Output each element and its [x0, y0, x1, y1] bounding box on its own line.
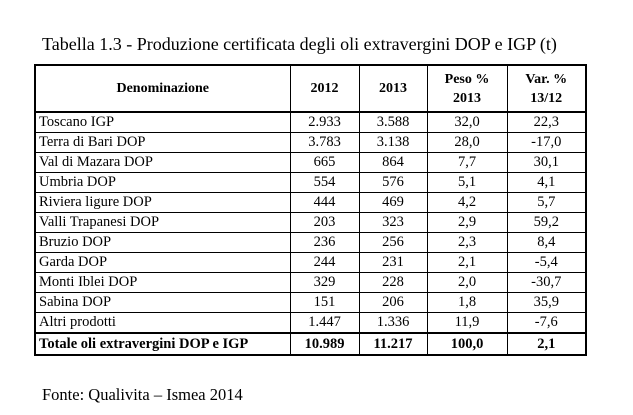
row-var: 4,1 — [507, 173, 586, 193]
row-2013: 864 — [359, 153, 427, 173]
row-name: Umbria DOP — [35, 173, 290, 193]
row-name: Val di Mazara DOP — [35, 153, 290, 173]
row-2013: 206 — [359, 293, 427, 313]
table-row — [35, 293, 586, 313]
header-var-line2: 13/12 — [530, 90, 563, 106]
table-row — [35, 253, 586, 273]
header-row — [35, 65, 586, 112]
row-2013: 1.336 — [359, 313, 427, 334]
row-2012: 236 — [290, 233, 359, 253]
row-2013: 576 — [359, 173, 427, 193]
row-name: Valli Trapanesi DOP — [35, 213, 290, 233]
row-2012: 151 — [290, 293, 359, 313]
total-2012: 10.989 — [290, 333, 359, 355]
row-var: 22,3 — [507, 112, 586, 133]
row-2013: 228 — [359, 273, 427, 293]
row-peso: 2,9 — [427, 213, 507, 233]
header-2012: 2012 — [290, 65, 359, 112]
table-row — [35, 273, 586, 293]
production-table — [34, 64, 587, 356]
row-peso: 2,0 — [427, 273, 507, 293]
row-2012: 444 — [290, 193, 359, 213]
row-peso: 2,3 — [427, 233, 507, 253]
table-row — [35, 153, 586, 173]
total-peso: 100,0 — [427, 333, 507, 355]
row-name: Riviera ligure DOP — [35, 193, 290, 213]
table-row — [35, 213, 586, 233]
row-2012: 3.783 — [290, 133, 359, 153]
row-2012: 244 — [290, 253, 359, 273]
total-2013: 11.217 — [359, 333, 427, 355]
table-row — [35, 233, 586, 253]
row-name: Toscano IGP — [35, 112, 290, 133]
header-2013: 2013 — [359, 65, 427, 112]
row-name: Garda DOP — [35, 253, 290, 273]
row-2013: 469 — [359, 193, 427, 213]
table-row — [35, 112, 586, 133]
table-row — [35, 173, 586, 193]
header-peso — [427, 65, 507, 112]
row-var: 5,7 — [507, 193, 586, 213]
row-var: 35,9 — [507, 293, 586, 313]
row-2012: 1.447 — [290, 313, 359, 334]
row-name: Sabina DOP — [35, 293, 290, 313]
header-peso-line1: Peso % — [444, 71, 490, 87]
table-row — [35, 193, 586, 213]
row-2012: 329 — [290, 273, 359, 293]
row-peso: 32,0 — [427, 112, 507, 133]
row-name: Altri prodotti — [35, 313, 290, 334]
row-peso: 1,8 — [427, 293, 507, 313]
source-note: Fonte: Qualivita – Ismea 2014 — [42, 385, 243, 404]
row-peso: 7,7 — [427, 153, 507, 173]
row-peso: 2,1 — [427, 253, 507, 273]
header-denominazione: Denominazione — [35, 65, 290, 112]
total-name: Totale oli extravergini DOP e IGP — [35, 333, 290, 355]
header-peso-line2: 2013 — [453, 90, 481, 106]
row-peso: 4,2 — [427, 193, 507, 213]
table-row — [35, 133, 586, 153]
row-name: Terra di Bari DOP — [35, 133, 290, 153]
row-peso: 5,1 — [427, 173, 507, 193]
row-var: 30,1 — [507, 153, 586, 173]
row-var: -5,4 — [507, 253, 586, 273]
row-name: Monti Iblei DOP — [35, 273, 290, 293]
row-2013: 256 — [359, 233, 427, 253]
row-2013: 323 — [359, 213, 427, 233]
row-var: -17,0 — [507, 133, 586, 153]
table-caption: Tabella 1.3 - Produzione certificata degli oli extravergini DOP e IGP (t) — [42, 34, 557, 54]
row-2012: 665 — [290, 153, 359, 173]
row-2013: 3.138 — [359, 133, 427, 153]
row-2012: 2.933 — [290, 112, 359, 133]
row-var: -30,7 — [507, 273, 586, 293]
row-var: -7,6 — [507, 313, 586, 334]
row-2013: 231 — [359, 253, 427, 273]
header-var — [507, 65, 586, 112]
row-peso: 11,9 — [427, 313, 507, 334]
row-2012: 554 — [290, 173, 359, 193]
row-var: 59,2 — [507, 213, 586, 233]
total-row — [35, 333, 586, 355]
total-var: 2,1 — [507, 333, 586, 355]
row-2012: 203 — [290, 213, 359, 233]
row-var: 8,4 — [507, 233, 586, 253]
header-var-line1: Var. % — [525, 71, 568, 87]
table-row — [35, 313, 586, 334]
row-name: Bruzio DOP — [35, 233, 290, 253]
row-peso: 28,0 — [427, 133, 507, 153]
row-2013: 3.588 — [359, 112, 427, 133]
table-body — [35, 112, 586, 355]
